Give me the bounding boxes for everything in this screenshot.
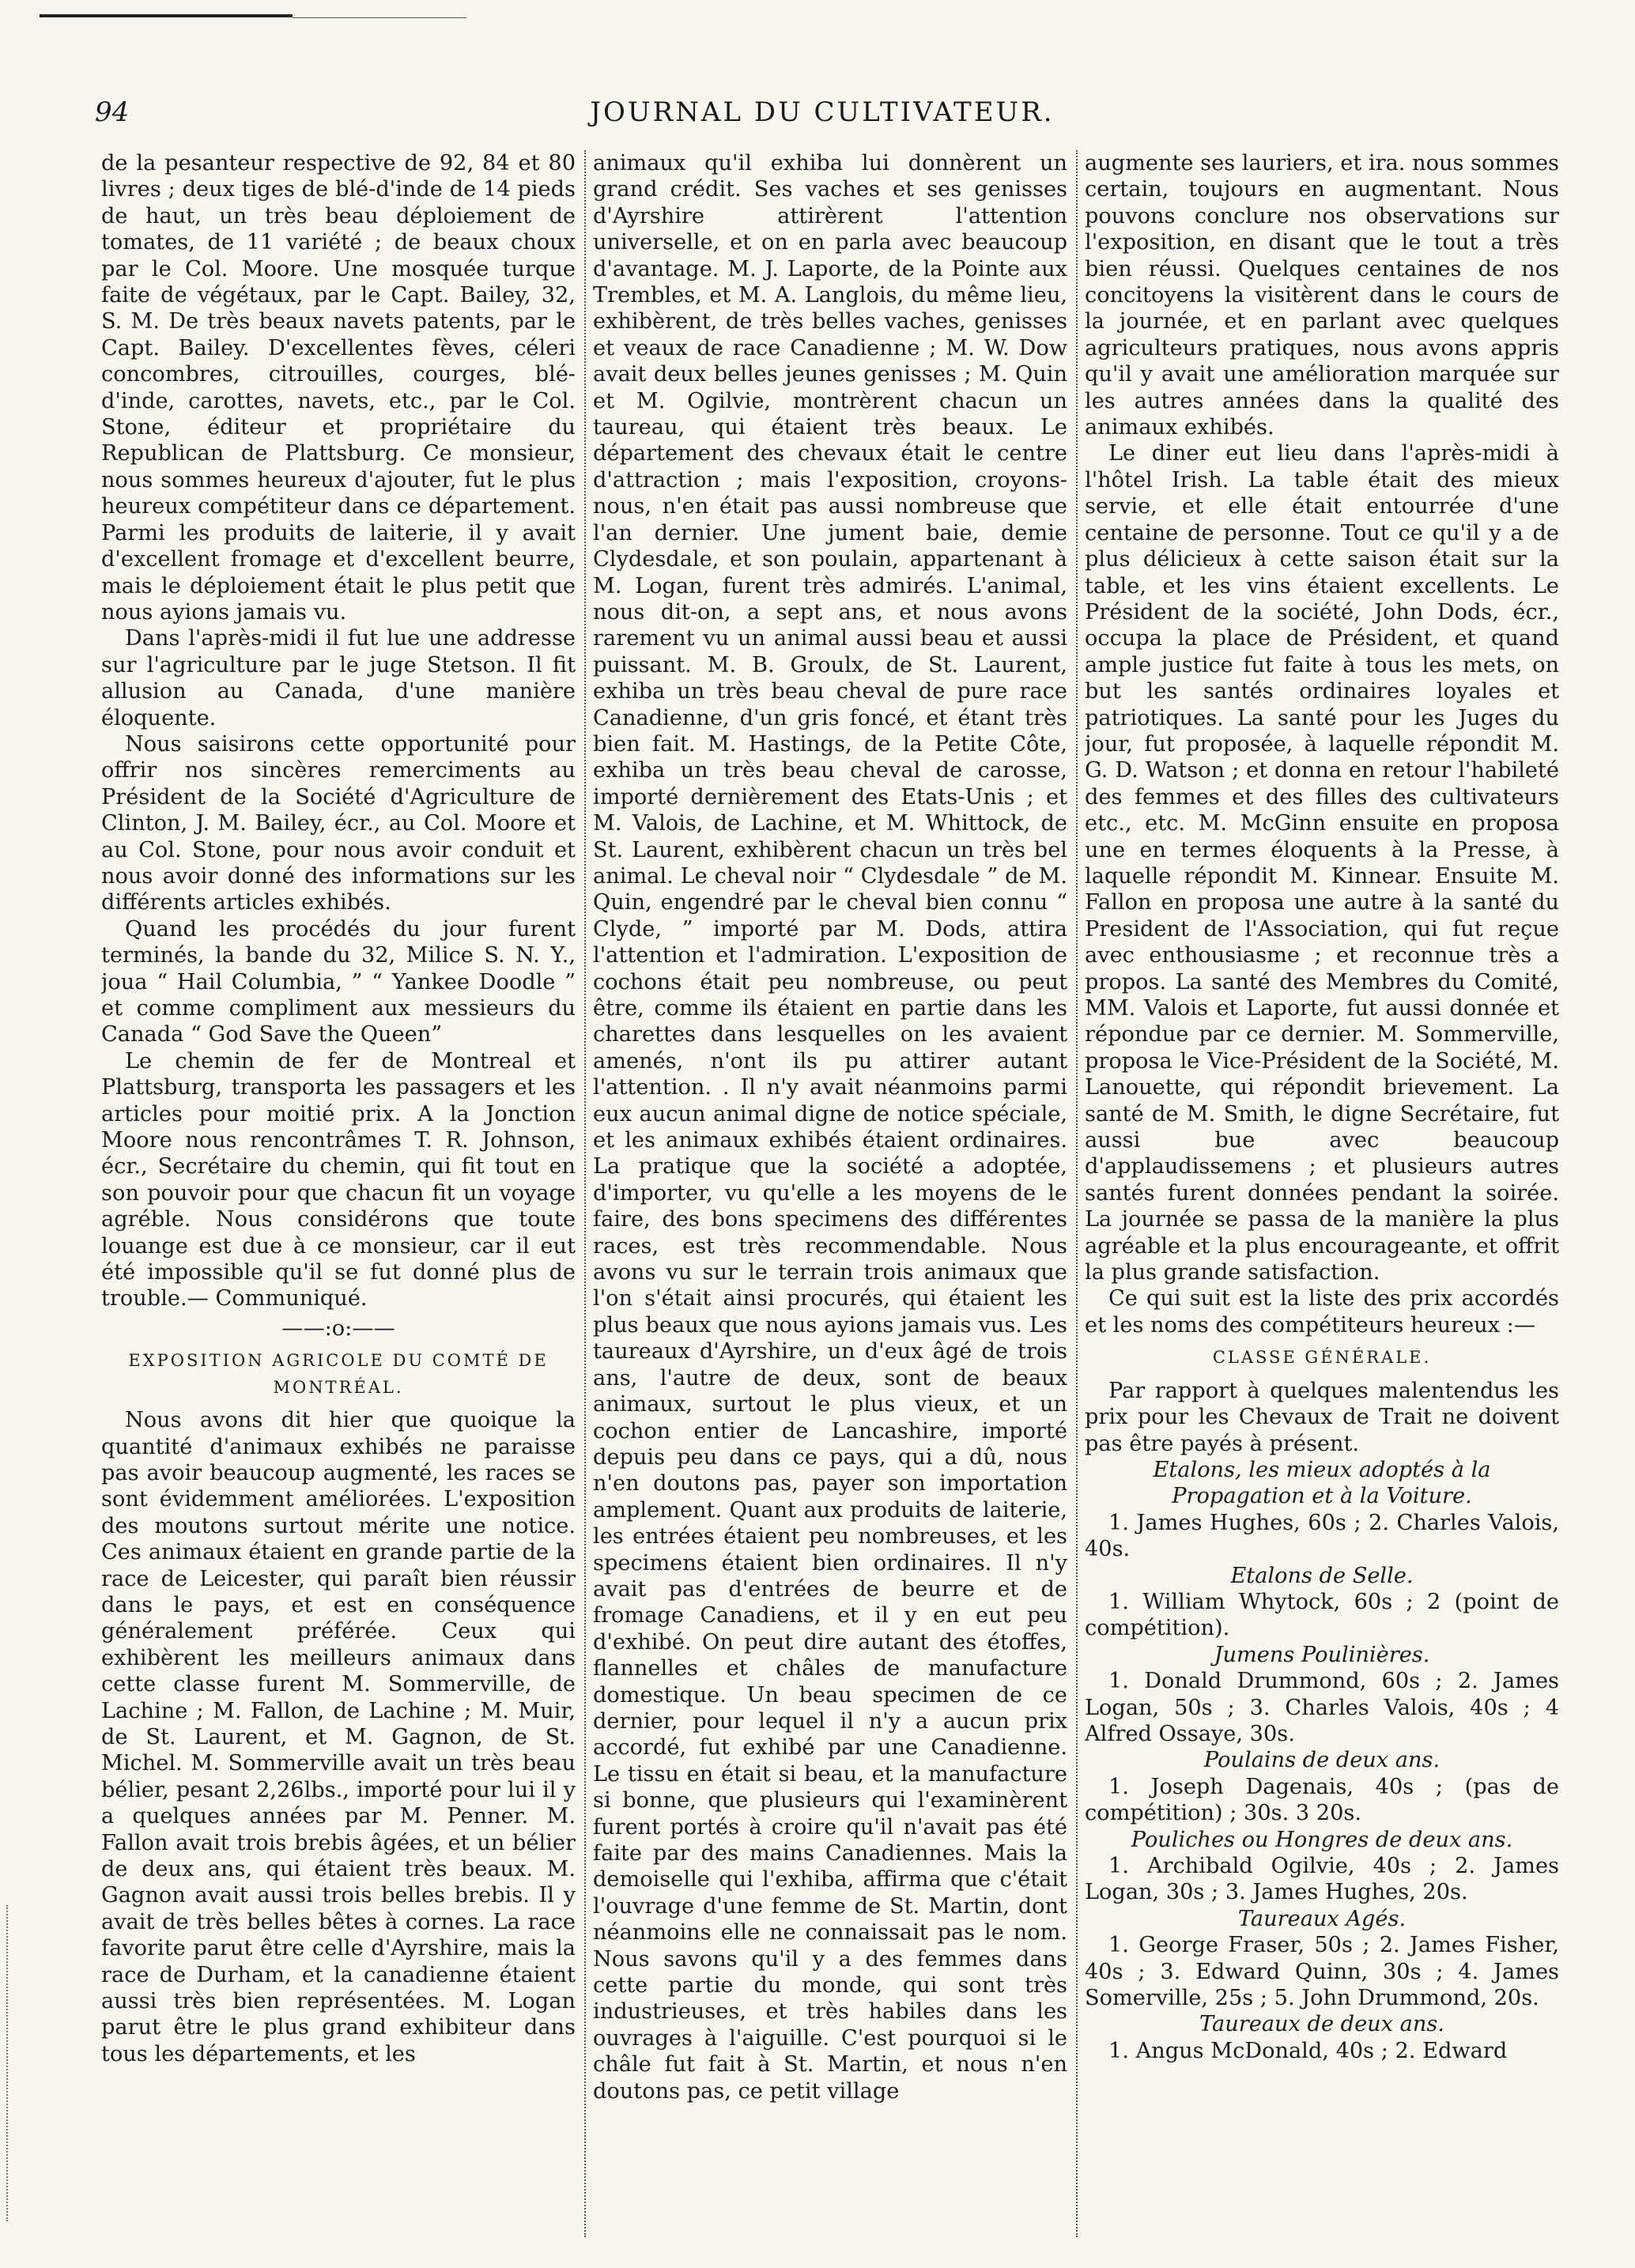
paragraph: Dans l'après-midi il fut lue une addresse sur l'agriculture par le juge Stetson. Il fit allusion au Canada, d'une manière éloquente. <box>101 626 576 730</box>
paragraph: Le diner eut lieu dans l'après-midi à l'hôtel Irish. La table était des mieux servie, et elle était entourrée d'une centaine de personne. Tout ce qu'il y a de plus délicieux à cette saison était sur la table, et les vins étaient excellents. Le Président de la société, John Dods, écr., occupa la place de Président, et quand ample justice fut faite à tous les mets, on but les santés ordinaires loyales et patriotiques. La santé pour les Juges du jour, fut proposée, à laquelle répondit M. G. D. Watson ; et donna en retour l'habileté des femmes et des filles des cultivateurs etc., etc. M. McGinn ensuite en proposa une en termes éloquents à la Presse, à laquelle répondit M. Kinnear. Ensuite M. Fallon en proposa une autre à la santé du President de l'Association, qui fut reçue avec enthousiasme ; et reconnue très a propos. La santé des Membres du Comité, MM. Valois et Laporte, fut aussi donnée et répondue par ce dernier. M. Sommerville, proposa le Vice-Président de la Société, M. Lanouette, qui répondit brievement. La santé de M. Smith, le digne Secrétaire, fut aussi bue avec beaucoup d'applaudissemens ; et plusieurs autres santés furent données pendant la soirée. La journée se passa de la manière la plus agréable et la plus encourageante, et offrit la plus grande satisfaction. <box>1085 441 1559 1285</box>
paragraph: Quand les procédés du jour furent terminés, la bande du 32, Milice S. N. Y., joua “ Hail Columbia, ” “ Yankee Doodle ” et comme compliment aux messieurs du Canada “ God Save the Queen” <box>101 916 576 1047</box>
prize-category: Pouliches ou Hongres de deux ans. <box>1131 1827 1513 1852</box>
column-2 <box>593 150 1067 2237</box>
prize-list: 1. Archibald Ogilvie, 40s ; 2. James Logan, 30s ; 3. James Hughes, 20s. <box>1085 1854 1559 1905</box>
prize-category: Etalons de Selle. <box>1230 1563 1414 1588</box>
paragraph: Par rapport à quelques malentendus les prix pour les Chevaux de Trait ne doivent pas être payés à présent. <box>1085 1378 1559 1456</box>
paragraph: Nous avons dit hier que quoique la quantité d'animaux exhibés ne paraisse pas avoir beaucoup augmenté, les races se sont évidemment améliorées. L'exposition des moutons surtout mérite une notice. Ces animaux étaient en grande partie de la race de Leicester, qui paraît bien réussir dans le pays, et est en conséquence généralement préférée. Ceux qui exhibèrent les meilleurs animaux dans cette classe furent M. Sommerville, de Lachine ; M. Fallon, de Lachine ; M. Muir, de St. Laurent, et M. Gagnon, de St. Michel. M. Sommerville avait un très beau bélier, pesant 2,26lbs., importé pour lui il y a quelques années par M. Penner. M. Fallon avait trois brebis âgées, et un bélier de deux ans, qui étaient très beaux. M. Gagnon avait aussi trois belles brebis. Il y avait de très belles bêtes à cornes. La race favorite parut être celle d'Ayrshire, mais la race de Durham, et la canadienne étaient aussi très bien représentées. M. Logan parut être le plus grand exhibiteur dans tous les départements, et les <box>101 1408 576 2066</box>
paragraph: Nous saisirons cette opportunité pour offrir nos sincères remerciments au Président de la Société d'Agriculture de Clinton, J. M. Bailey, écr., au Col. Moore et au Col. Stone, pour nous avoir conduit et nous avoir donné des informations sur les différents articles exhibés. <box>101 731 576 915</box>
top-rule-thin <box>293 17 466 18</box>
paragraph: de la pesanteur respective de 92, 84 et 80 livres ; deux tiges de blé-d'inde de 14 pieds de haut, un très beau déploiement de tomates, de 11 variété ; de beaux choux par le Col. Moore. Une mosquée turque faite de végétaux, par le Capt. Bailey, 32, S. M. De très beaux navets patents, par le Capt. Bailey. D'excellentes fèves, céleri concombres, citrouilles, courges, blé-d'inde, carottes, navets, etc., par le Col. Stone, éditeur et propriétaire du Republican de Plattsburg. Ce monsieur, nous sommes heureux d'ajouter, fut le plus heureux compétiteur dans ce département. Parmi les produits de laiterie, il y avait d'excellent fromage et d'excellent beurre, mais le déploiement était le plus petit que nous ayions jamais vu. <box>101 151 576 625</box>
prize-list: 1. William Whytock, 60s ; 2 (point de compétition). <box>1085 1589 1559 1641</box>
page-number: 94 <box>95 96 130 128</box>
prize-category: Taureaux Agés. <box>1237 1906 1407 1931</box>
section-heading: EXPOSITION AGRICOLE DU COMTÉ DE MONTRÉAL. <box>128 1351 549 1397</box>
prize-category: Taureaux de deux ans. <box>1199 2012 1444 2037</box>
prize-list: 1. George Fraser, 50s ; 2. James Fisher, 40s ; 3. Edward Quinn, 30s ; 4. James Somerville, 25s ; 5. John Drummond, 20s. <box>1085 1933 1559 2011</box>
prize-list: 1. Donald Drummond, 60s ; 2. James Logan, 50s ; 3. Charles Valois, 40s ; 4 Alfred Ossaye, 30s. <box>1085 1669 1559 1746</box>
top-rule <box>40 14 293 17</box>
paragraph: animaux qu'il exhiba lui donnèrent un grand crédit. Ses vaches et ses genisses d'Ayrshire attirèrent l'attention universelle, et on en parla avec beaucoup d'avantage. M. J. Laporte, de la Pointe aux Trembles, et M. A. Langlois, du même lieu, exhibèrent, de très belles vaches, genisses et veaux de race Canadienne ; M. W. Dow avait deux belles jeunes genisses ; M. Quin et M. Ogilvie, montrèrent chacun un taureau, qui étaient très beaux. Le département des chevaux était le centre d'attraction ; mais l'exposition, croyons-nous, n'en était pas aussi nombreuse que l'an dernier. Une jument baie, demie Clydesdale, et son poulain, appartenant à M. Logan, furent très admirés. L'animal, nous dit-on, a sept ans, et nous avons rarement vu un animal aussi beau et aussi puissant. M. B. Groulx, de St. Laurent, exhiba un très beau cheval de pure race Canadienne, d'un gris foncé, et étant très bien fait. M. Hastings, de la Petite Côte, exhiba un très beau cheval de carosse, importé dernièrement des Etats-Unis ; et M. Valois, de Lachine, et M. Whittock, de St. Laurent, exhibèrent chacun un très bel animal. Le cheval noir “ Clydesdale ” de M. Quin, engendré par le cheval bien connu “ Clyde, ” importé par M. Dods, attira l'attention et l'admiration. L'exposition de cochons était peu nombreuse, ou peut être, comme ils étaient en partie dans les charettes dans lesquelles on les avaient amenés, n'ont ils pu attirer autant l'attention. . Il n'y avait néanmoins parmi eux aucun animal digne de notice spéciale, et les animaux exhibés étaient ordinaires. La pratique que la société a adoptée, d'importer, vu qu'elle a les moyens de le faire, des bons specimens des différentes races, est très recommendable. Nous avons vu sur le terrain trois animaux que l'on s'était ainsi procurés, qui étaient les plus beaux que nous ayions jamais vus. Les taureaux d'Ayrshire, un d'eux âgé de trois ans, l'autre de deux, sont de beaux animaux, surtout le plus vieux, et un cochon entier de Lancashire, importé depuis peu dans ce pays, qui a dû, nous n'en doutons pas, payer son importation amplement. Quant aux produits de laiterie, les entrées étaient peu nombreuses, et les specimens étaient bien ordinaires. Il n'y avait pas d'entrées de beurre et de fromage Canadiens, et il y en eut peu d'exhibé. On peut dire autant des étoffes, flannelles et châles de manufacture domestique. Un beau specimen de ce dernier, pour lequel il n'y a aucun prix accordé, fut exhibé par une Canadienne. Le tissu en était si beau, et la manufacture si bonne, que plusieurs qui l'examinèrent furent portés à croire qu'il n'avait pas été faite par des mains Canadiennes. Mais la demoiselle qui l'exhiba, affirma que c'était l'ouvrage d'une femme de St. Martin, dont néanmoins elle ne connaissait pas le nom. Nous savons qu'il y a des femmes dans cette partie du monde, qui sont très industrieuses, et très habiles dans les ouvrages à l'aiguille. C'est pourquoi si le châle fut fait à St. Martin, et nous n'en doutons pas, ce petit village <box>593 151 1067 2104</box>
prize-list: 1. James Hughes, 60s ; 2. Charles Valois, 40s. <box>1085 1510 1559 1562</box>
page-header <box>95 96 1550 136</box>
prize-list: 1. Angus McDonald, 40s ; 2. Edward <box>1108 2038 1508 2063</box>
margin-dots <box>6 1905 9 2221</box>
prize-category: Jumens Poulinières. <box>1214 1642 1430 1667</box>
paragraph: augmente ses lauriers, et ira. nous sommes certain, toujours en augmentant. Nous pouvons conclure nos observations sur l'exposition, en disant que le tout a très bien réussi. Quelques centaines de nos concitoyens la visitèrent dans le cours de la journée, et en parlant avec quelques agriculteurs pratiques, nous avons appris qu'il y avait une amélioration marquée sur les autres années dans la qualité des animaux exhibés. <box>1085 151 1559 440</box>
article-columns <box>101 150 1559 2237</box>
prize-category: Poulains de deux ans. <box>1203 1748 1441 1773</box>
section-separator: ——:o:—— <box>281 1315 395 1341</box>
prize-list: 1. Joseph Dagenais, 40s ; (pas de compétition) ; 30s. 3 20s. <box>1085 1774 1559 1826</box>
paragraph: Ce qui suit est la liste des prix accordés et les noms des compétiteurs heureux :— <box>1085 1286 1559 1338</box>
column-3 <box>1085 150 1559 2237</box>
column-1 <box>101 150 576 2237</box>
prize-category: Etalons, les mieux adoptés à la Propagation et à la Voiture. <box>1153 1457 1491 1509</box>
paragraph: Le chemin de fer de Montreal et Plattsburg, transporta les passagers et les articles pour moitié prix. A la Jonction Moore nous rencontrâmes T. R. Johnson, écr., Secrétaire du chemin, qui fit tout en son pouvoir pour que chacun fit un voyage agréble. Nous considérons que toute louange est due à ce monsieur, car il eut été impossible qu'il se fut donné plus de trouble.— Communiqué. <box>101 1048 576 1311</box>
section-heading: CLASSE GÉNÉRALE. <box>1212 1348 1432 1368</box>
journal-title: JOURNAL DU CULTIVATEUR. <box>590 96 1055 128</box>
